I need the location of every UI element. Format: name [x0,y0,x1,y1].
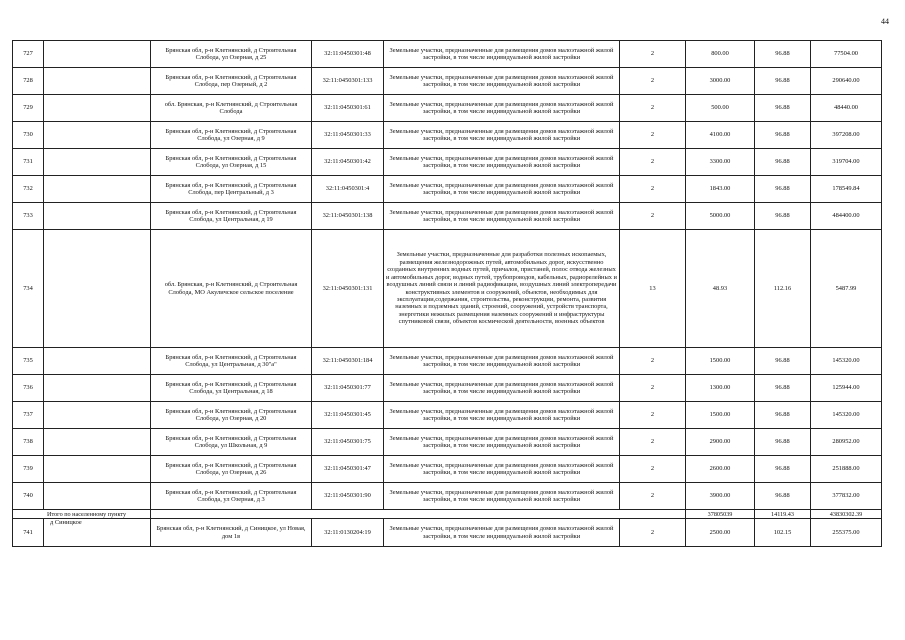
table-row [13,122,882,149]
row-address: Брянская обл, р-н Клетнянский, д Строительная Слобода, ул Озерная, д 26 [151,456,312,483]
row-address: Брянская обл, р-н Клетнянский, д Строительная Слобода, ул Центральная, д 18 [151,375,312,402]
row-value: 48440.00 [811,95,882,122]
row-group: 2 [620,348,686,375]
row-value: 290640.00 [811,68,882,95]
row-rate: 96.88 [755,203,811,230]
row-value: 377832.00 [811,483,882,510]
row-cadastral-number: 32:11:0450301:77 [312,375,384,402]
row-purpose: Земельные участки, предназначенные для размещения домов малоэтажной жилой застройки, в том числе индивидуальной жилой застройки [384,95,620,122]
row-number: 729 [13,95,44,122]
row-purpose: Земельные участки, предназначенные для размещения домов малоэтажной жилой застройки, в том числе индивидуальной жилой застройки [384,68,620,95]
row-group: 2 [620,203,686,230]
locality-name: д Синицкое [50,519,82,526]
row-purpose: Земельные участки, предназначенные для размещения домов малоэтажной жилой застройки, в том числе индивидуальной жилой застройки [384,519,620,547]
cadastral-value-table [12,40,882,547]
row-cadastral-number: 32:11:0450301:45 [312,402,384,429]
page-number: 44 [881,17,889,26]
row-group: 2 [620,429,686,456]
row-number: 732 [13,176,44,203]
row-cadastral-number: 32:11:0450301:42 [312,149,384,176]
row-value: 178549.84 [811,176,882,203]
row-number: 734 [13,230,44,348]
row-cadastral-number: 32:11:0450301:4 [312,176,384,203]
row-purpose: Земельные участки, предназначенные для размещения домов малоэтажной жилой застройки, в том числе индивидуальной жилой застройки [384,176,620,203]
row-value: 280952.00 [811,429,882,456]
row-address: Брянская обл, р-н Клетнянский, д Строительная Слобода, ул Озерная, д 25 [151,41,312,68]
row-locality [44,483,151,510]
row-group: 2 [620,95,686,122]
row-value: 251888.00 [811,456,882,483]
row-area: 3300.00 [686,149,755,176]
row-address: Брянская обл, р-н Клетнянский, д Строительная Слобода, ул Центральная, д 19 [151,203,312,230]
row-address: Брянская обл, р-н Клетнянский, д Строительная Слобода, ул Озерная, д 20 [151,402,312,429]
row-address: Брянская обл, р-н Клетнянский, д Строительная Слобода, пер Озерный, д 2 [151,68,312,95]
total-rate: 14119.43 [755,510,811,519]
row-group: 2 [620,519,686,547]
row-number: 739 [13,456,44,483]
row-purpose: Земельные участки, предназначенные для размещения домов малоэтажной жилой застройки, в том числе индивидуальной жилой застройки [384,402,620,429]
row-cadastral-number: 32:11:0450301:184 [312,348,384,375]
table-row [13,483,882,510]
table-row [13,429,882,456]
total-value: 43830302.39 [811,510,882,519]
row-locality [44,68,151,95]
row-area: 2500.00 [686,519,755,547]
row-cadastral-number: 32:11:0130204:19 [312,519,384,547]
table-row [13,348,882,375]
row-number: 733 [13,203,44,230]
row-address: Брянская обл, р-н Клетнянский, д Синицкое, ул Новая, дом 1в [151,519,312,547]
table-row [13,95,882,122]
row-locality [44,519,151,547]
row-rate: 96.88 [755,68,811,95]
row-number: 727 [13,41,44,68]
row-group: 2 [620,68,686,95]
row-number: 731 [13,149,44,176]
row-value: 397208.00 [811,122,882,149]
row-value: 484400.00 [811,203,882,230]
table-row [13,41,882,68]
table-row [13,203,882,230]
row-group: 2 [620,402,686,429]
table-row [13,456,882,483]
row-value: 77504.00 [811,41,882,68]
row-purpose: Земельные участки, предназначенные для размещения домов малоэтажной жилой застройки, в том числе индивидуальной жилой застройки [384,456,620,483]
row-address: Брянская обл, р-н Клетнянский, д Строительная Слобода, ул Школьная, д 9 [151,429,312,456]
row-locality [44,230,151,348]
row-address: обл. Брянская, р-н Клетнянский, д Строительная Слобода, МО Акуличское сельское поселение [151,230,312,348]
row-address: Брянская обл, р-н Клетнянский, д Строительная Слобода, ул Центральная, д 30"а" [151,348,312,375]
row-area: 2900.00 [686,429,755,456]
row-number: 738 [13,429,44,456]
row-number: 735 [13,348,44,375]
row-rate: 96.88 [755,456,811,483]
row-cadastral-number: 32:11:0450301:131 [312,230,384,348]
row-purpose: Земельные участки, предназначенные для размещения домов малоэтажной жилой застройки, в том числе индивидуальной жилой застройки [384,483,620,510]
row-group: 2 [620,41,686,68]
row-purpose: Земельные участки, предназначенные для размещения домов малоэтажной жилой застройки, в том числе индивидуальной жилой застройки [384,41,620,68]
row-purpose: Земельные участки, предназначенные для размещения домов малоэтажной жилой застройки, в том числе индивидуальной жилой застройки [384,122,620,149]
row-cadastral-number: 32:11:0450301:133 [312,68,384,95]
row-purpose: Земельные участки, предназначенные для размещения домов малоэтажной жилой застройки, в том числе индивидуальной жилой застройки [384,429,620,456]
row-number: 730 [13,122,44,149]
row-group: 2 [620,456,686,483]
row-locality [44,41,151,68]
row-area: 1843.00 [686,176,755,203]
row-value: 319704.00 [811,149,882,176]
table-row [13,230,882,348]
row-rate: 96.88 [755,95,811,122]
row-cadastral-number: 32:11:0450301:33 [312,122,384,149]
table-row [13,375,882,402]
row-number: 728 [13,68,44,95]
row-address: Брянская обл, р-н Клетнянский, д Строительная Слобода, ул Озерная, д 9 [151,122,312,149]
row-purpose: Земельные участки, предназначенные для размещения домов малоэтажной жилой застройки, в том числе индивидуальной жилой застройки [384,203,620,230]
row-group: 2 [620,149,686,176]
row-area: 3000.00 [686,68,755,95]
row-area: 48.93 [686,230,755,348]
row-cadastral-number: 32:11:0450301:75 [312,429,384,456]
row-locality [44,429,151,456]
row-number: 737 [13,402,44,429]
row-purpose: Земельные участки, предназначенные для разработки полезных ископаемых, размещения железнодорожных путей, автомобильных дорог, искусственно созданных внутренних водных путей, причалов, пристаней, полос отвода железных и автомобильных дорог, водных путей, трубопроводов, кабельных, радиорелейных и воздушных линий связи и линий радиофикации, воздушных линий электропередачи конструктивных элементов и сооружений, объектов, необходимых для эксплуатации,содержания, строительства, реконструкции, ремонта, развития наземных и подземных зданий, строений, сооружений, устройств транспорта, энергетики нежилых размещения наземных сооружений и инфраструктуры спутниковой связи, объектов космической деятельности, военных объектов [384,230,620,348]
row-rate: 102.15 [755,519,811,547]
row-locality [44,375,151,402]
row-locality [44,402,151,429]
row-rate: 96.88 [755,483,811,510]
row-value: 255375.00 [811,519,882,547]
total-area: 37805039 [686,510,755,519]
row-address: Брянская обл, р-н Клетнянский, д Строительная Слобода, ул Озерная, д 15 [151,149,312,176]
row-locality [44,203,151,230]
row-purpose: Земельные участки, предназначенные для размещения домов малоэтажной жилой застройки, в том числе индивидуальной жилой застройки [384,375,620,402]
row-group: 2 [620,375,686,402]
row-cadastral-number: 32:11:0450301:48 [312,41,384,68]
row-cadastral-number: 32:11:0450301:138 [312,203,384,230]
row-area: 1500.00 [686,402,755,429]
row-group: 2 [620,483,686,510]
total-label: Итого по населенному пункту [13,510,151,519]
row-area: 4100.00 [686,122,755,149]
total-empty [151,510,686,519]
row-address: Брянская обл, р-н Клетнянский, д Строительная Слобода, ул Озерная, д 3 [151,483,312,510]
table-row [13,149,882,176]
row-group: 2 [620,176,686,203]
row-rate: 96.88 [755,429,811,456]
table-row [13,519,882,547]
row-area: 2600.00 [686,456,755,483]
row-address: обл. Брянская, р-н Клетнянский, д Строительная Слобода [151,95,312,122]
total-row [13,510,882,519]
row-rate: 96.88 [755,348,811,375]
row-locality [44,149,151,176]
row-locality [44,122,151,149]
row-value: 5487.99 [811,230,882,348]
row-value: 145320.00 [811,402,882,429]
row-number: 736 [13,375,44,402]
row-address: Брянская обл, р-н Клетнянский, д Строительная Слобода, пер Центральный, д 3 [151,176,312,203]
row-cadastral-number: 32:11:0450301:61 [312,95,384,122]
row-rate: 96.88 [755,41,811,68]
row-area: 1300.00 [686,375,755,402]
row-locality [44,348,151,375]
row-locality [44,456,151,483]
row-number: 741 [13,519,44,547]
row-purpose: Земельные участки, предназначенные для размещения домов малоэтажной жилой застройки, в том числе индивидуальной жилой застройки [384,348,620,375]
row-area: 3900.00 [686,483,755,510]
row-rate: 112.16 [755,230,811,348]
row-area: 1500.00 [686,348,755,375]
row-locality [44,95,151,122]
table-row [13,176,882,203]
row-rate: 96.88 [755,176,811,203]
row-rate: 96.88 [755,149,811,176]
row-area: 5000.00 [686,203,755,230]
row-value: 125944.00 [811,375,882,402]
row-number: 740 [13,483,44,510]
row-cadastral-number: 32:11:0450301:47 [312,456,384,483]
row-area: 500.00 [686,95,755,122]
row-area: 800.00 [686,41,755,68]
row-purpose: Земельные участки, предназначенные для размещения домов малоэтажной жилой застройки, в том числе индивидуальной жилой застройки [384,149,620,176]
row-cadastral-number: 32:11:0450301:90 [312,483,384,510]
row-group: 13 [620,230,686,348]
row-value: 145320.00 [811,348,882,375]
row-rate: 96.88 [755,375,811,402]
table-row [13,68,882,95]
row-rate: 96.88 [755,122,811,149]
row-rate: 96.88 [755,402,811,429]
row-group: 2 [620,122,686,149]
table-row [13,402,882,429]
row-locality [44,176,151,203]
